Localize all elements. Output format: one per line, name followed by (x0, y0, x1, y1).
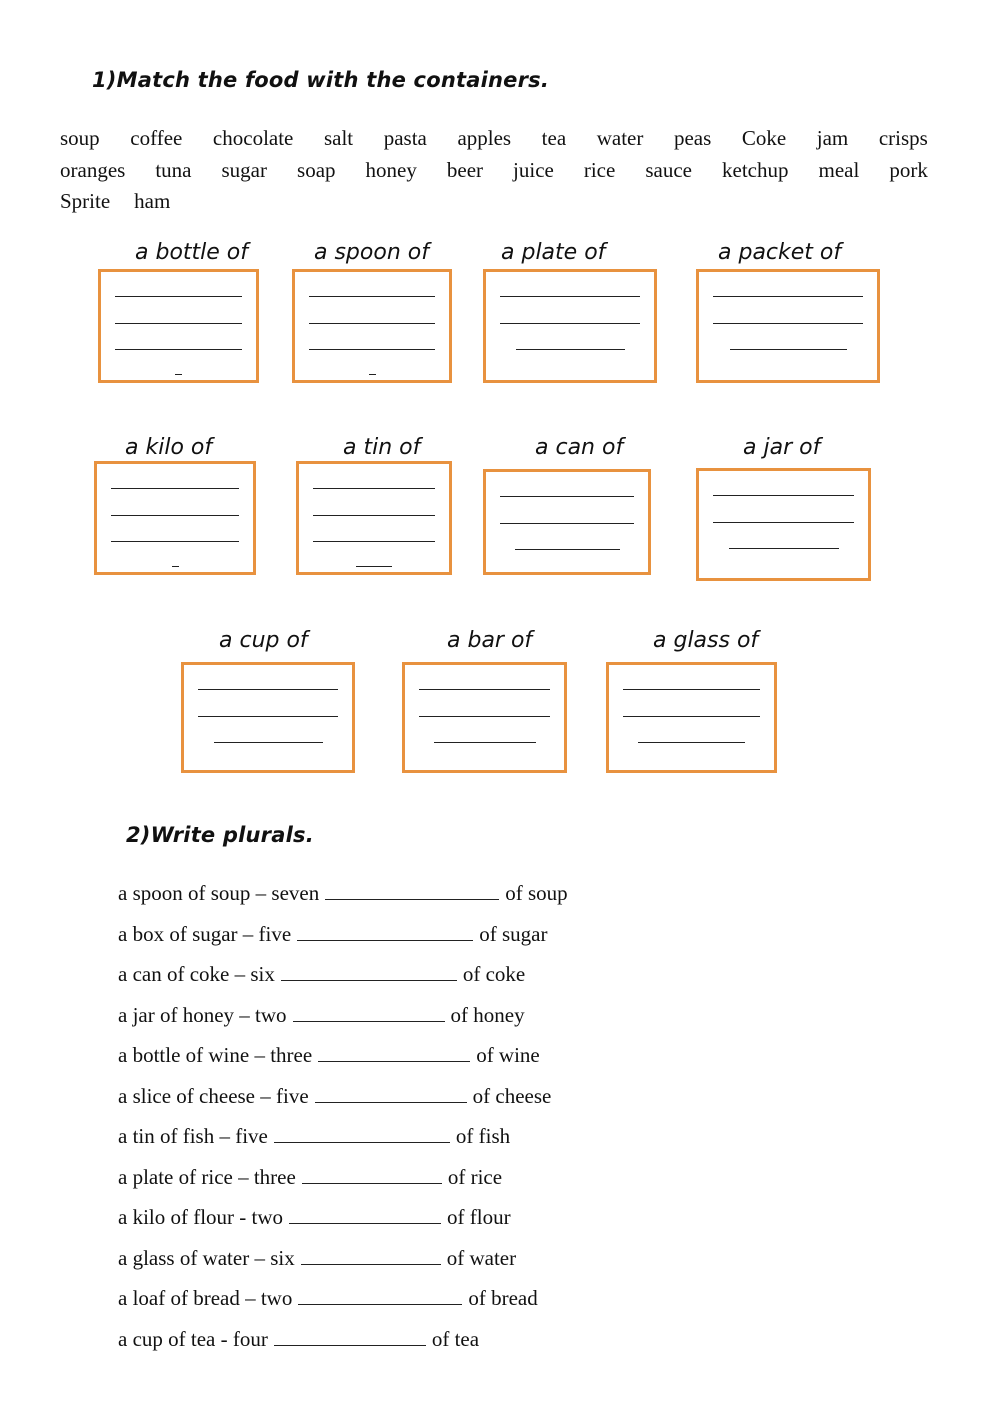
plural-row (118, 1281, 568, 1322)
answer-blank[interactable] (730, 349, 847, 350)
answer-blank[interactable] (516, 349, 625, 350)
plural-row (118, 1119, 568, 1160)
answer-box (181, 662, 355, 773)
plural-row (118, 1160, 568, 1201)
answer-box (696, 468, 871, 581)
plural-prompt: a box of sugar – five (118, 921, 292, 946)
plural-row (118, 1322, 568, 1363)
word-bank-word: jam (816, 126, 849, 150)
answer-blank[interactable] (434, 742, 536, 743)
plural-prompt: a spoon of soup – seven (118, 881, 320, 905)
container-label: a packet of (718, 240, 842, 265)
container-label: a bottle of (135, 240, 248, 265)
answer-blank[interactable] (214, 742, 323, 743)
word-bank-line (60, 123, 928, 155)
answer-blank[interactable] (309, 323, 435, 324)
word-bank (60, 123, 928, 218)
plural-prompt: a kilo of flour - two (118, 1205, 284, 1229)
plural-prompt: a tin of fish – five (118, 1124, 268, 1148)
answer-blank[interactable] (500, 296, 640, 297)
answer-blank[interactable] (500, 323, 640, 324)
plural-answer-blank[interactable] (274, 1327, 426, 1346)
plural-prompt: a cup of tea - four (118, 1326, 268, 1351)
answer-box (606, 662, 777, 773)
answer-blank-stub[interactable] (356, 566, 392, 567)
plural-prompt: a slice of cheese – five (118, 1083, 309, 1108)
answer-blank[interactable] (115, 296, 242, 297)
answer-blank[interactable] (638, 742, 745, 743)
answer-blank[interactable] (623, 689, 760, 690)
plural-prompt: a jar of honey – two (118, 1002, 287, 1027)
word-bank-word: oranges (60, 157, 126, 182)
answer-blank[interactable] (419, 689, 550, 690)
exercise-1-title: 1)Match the food with the containers. (92, 68, 550, 92)
answer-blank[interactable] (713, 495, 854, 496)
word-bank-word: tea (541, 126, 567, 150)
plural-suffix: of cheese (472, 1083, 552, 1108)
word-bank-word: honey (365, 157, 417, 182)
container-label: a jar of (743, 435, 821, 460)
answer-blank[interactable] (115, 323, 242, 324)
plural-answer-blank[interactable] (289, 1205, 441, 1224)
plural-answer-blank[interactable] (301, 1246, 441, 1265)
word-bank-word: pork (889, 157, 928, 182)
answer-blank[interactable] (309, 296, 435, 297)
answer-box (402, 662, 567, 773)
answer-blank[interactable] (500, 523, 634, 524)
plural-suffix: of rice (447, 1164, 503, 1189)
plural-row (118, 957, 568, 998)
word-bank-word: sauce (645, 157, 692, 182)
answer-box (98, 269, 259, 383)
plurals-list (118, 876, 568, 1362)
word-bank-word: soup (60, 126, 100, 150)
answer-blank[interactable] (713, 522, 854, 523)
plural-prompt: a glass of water – six (118, 1245, 295, 1270)
answer-blank[interactable] (111, 515, 239, 516)
word-bank-word: coffee (130, 126, 183, 150)
word-bank-line (60, 155, 928, 187)
container-label: a cup of (219, 628, 308, 653)
word-bank-word: ketchup (722, 157, 789, 182)
answer-blank-stub[interactable] (369, 374, 376, 375)
word-bank-word: ham (134, 189, 171, 213)
word-bank-word: salt (323, 126, 354, 150)
word-bank-word: crisps (878, 126, 928, 150)
plural-suffix: of bread (468, 1286, 538, 1310)
answer-box (483, 269, 657, 383)
word-bank-word: water (596, 126, 644, 150)
plural-answer-blank[interactable] (274, 1124, 450, 1143)
word-bank-word: pasta (383, 126, 427, 150)
plural-answer-blank[interactable] (293, 1003, 445, 1022)
plural-suffix: of fish (455, 1124, 511, 1148)
plural-prompt: a loaf of bread – two (118, 1286, 293, 1310)
word-bank-word: soap (297, 157, 336, 182)
answer-blank[interactable] (115, 349, 242, 350)
answer-blank[interactable] (198, 716, 338, 717)
word-bank-line (60, 186, 928, 218)
word-bank-word: Sprite (60, 189, 111, 213)
plural-suffix: of tea (431, 1326, 480, 1351)
plural-row (118, 1241, 568, 1282)
answer-blank[interactable] (623, 716, 760, 717)
word-bank-word: rice (583, 157, 616, 182)
word-bank-word: meal (818, 157, 860, 182)
word-bank-word: tuna (155, 157, 192, 182)
answer-box (296, 461, 452, 575)
plural-answer-blank[interactable] (281, 962, 457, 981)
plural-row (118, 917, 568, 958)
answer-blank-stub[interactable] (175, 374, 182, 375)
plural-answer-blank[interactable] (302, 1165, 442, 1184)
container-label: a can of (535, 435, 624, 460)
container-label: a plate of (501, 240, 606, 265)
plural-row (118, 1200, 568, 1241)
plural-suffix: of coke (462, 962, 526, 986)
plural-row (118, 1079, 568, 1120)
answer-blank[interactable] (500, 496, 634, 497)
answer-blank[interactable] (515, 549, 620, 550)
word-bank-word: apples (457, 126, 512, 150)
plural-prompt: a plate of rice – three (118, 1164, 296, 1189)
plural-answer-blank[interactable] (297, 922, 473, 941)
answer-blank[interactable] (313, 541, 435, 542)
answer-blank-stub[interactable] (172, 566, 179, 567)
container-label: a kilo of (125, 435, 213, 460)
plural-suffix: of water (446, 1245, 517, 1270)
answer-blank[interactable] (198, 689, 338, 690)
plural-suffix: of sugar (479, 921, 548, 946)
plural-suffix: of wine (476, 1043, 540, 1067)
container-label: a tin of (343, 435, 421, 460)
plural-prompt: a bottle of wine – three (118, 1043, 313, 1067)
plural-suffix: of honey (450, 1002, 525, 1027)
answer-blank[interactable] (313, 488, 435, 489)
answer-box (696, 269, 880, 383)
plural-prompt: a can of coke – six (118, 962, 275, 986)
container-label: a glass of (653, 628, 759, 653)
answer-box (483, 469, 651, 575)
word-bank-word: sugar (221, 157, 267, 182)
answer-box (94, 461, 256, 575)
word-bank-word: beer (446, 157, 484, 182)
plural-suffix: of flour (447, 1205, 511, 1229)
container-label: a spoon of (314, 240, 429, 265)
word-bank-word: chocolate (212, 126, 294, 150)
answer-blank[interactable] (713, 296, 863, 297)
container-label: a bar of (447, 628, 533, 653)
word-bank-word: juice (513, 157, 554, 182)
plural-row (118, 876, 568, 917)
exercise-2-title: 2)Write plurals. (126, 823, 314, 847)
word-bank-word: Coke (741, 126, 787, 150)
plural-answer-blank[interactable] (315, 1084, 467, 1103)
answer-blank[interactable] (111, 488, 239, 489)
answer-blank[interactable] (111, 541, 239, 542)
answer-blank[interactable] (713, 323, 863, 324)
answer-blank[interactable] (729, 548, 839, 549)
word-bank-word: peas (673, 126, 712, 150)
plural-row (118, 998, 568, 1039)
plural-answer-blank[interactable] (325, 881, 499, 900)
answer-blank[interactable] (419, 716, 550, 717)
plural-answer-blank[interactable] (298, 1286, 462, 1305)
answer-box (292, 269, 452, 383)
plural-suffix: of soup (505, 881, 568, 905)
plural-answer-blank[interactable] (318, 1043, 470, 1062)
plural-row (118, 1038, 568, 1079)
answer-blank[interactable] (309, 349, 435, 350)
answer-blank[interactable] (313, 515, 435, 516)
